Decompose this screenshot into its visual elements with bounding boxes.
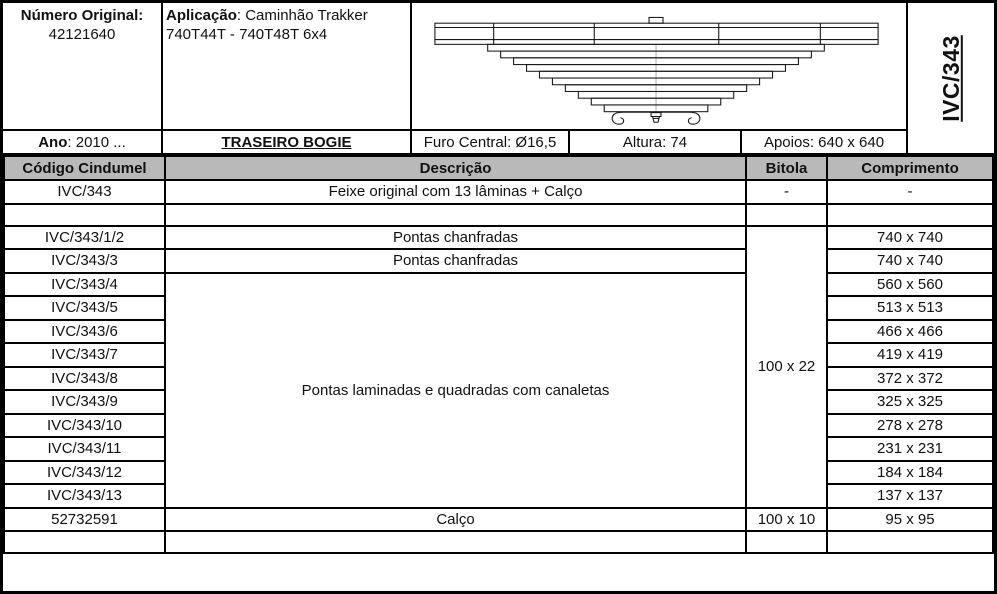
aplicacao-value: : Caminhão Trakker xyxy=(236,7,368,24)
code-cell xyxy=(4,531,165,553)
code-cell: IVC/343/6 xyxy=(4,320,165,344)
desc-cell xyxy=(165,531,746,553)
table-row xyxy=(4,508,993,532)
code-cell: IVC/343/11 xyxy=(4,437,165,461)
code-cell xyxy=(4,204,165,226)
comprimento-cell: 740 x 740 xyxy=(827,226,993,250)
furo-central-cell: Furo Central: Ø16,5 xyxy=(412,131,570,155)
comprimento-cell xyxy=(827,531,993,553)
comprimento-cell: 184 x 184 xyxy=(827,461,993,485)
aplicacao-label: Aplicação xyxy=(166,7,237,24)
code-cell: IVC/343/4 xyxy=(4,273,165,297)
desc-cell: Calço xyxy=(165,508,746,532)
code-cell: IVC/343/7 xyxy=(4,343,165,367)
top-header-section xyxy=(3,3,994,155)
desc-cell: Pontas chanfradas xyxy=(165,226,746,250)
bitola-cell: 100 x 10 xyxy=(746,508,827,532)
table-header-row xyxy=(4,156,993,180)
code-cell: IVC/343/1/2 xyxy=(4,226,165,250)
code-cell: IVC/343/9 xyxy=(4,390,165,414)
bitola-cell xyxy=(746,531,827,553)
col-header-bitola: Bitola xyxy=(746,156,827,180)
segment-label: TRASEIRO BOGIE xyxy=(221,133,352,151)
desc-cell xyxy=(165,204,746,226)
code-cell: IVC/343/8 xyxy=(4,367,165,391)
col-header-descricao: Descrição xyxy=(165,156,746,180)
numero-original-value: 42121640 xyxy=(48,25,116,43)
comprimento-cell: 560 x 560 xyxy=(827,273,993,297)
comprimento-cell: 513 x 513 xyxy=(827,296,993,320)
part-code-label: IVC/343 xyxy=(937,34,964,122)
drawing-cell xyxy=(412,3,908,131)
comprimento-cell: 740 x 740 xyxy=(827,249,993,273)
code-cell: IVC/343/5 xyxy=(4,296,165,320)
comprimento-cell: 325 x 325 xyxy=(827,390,993,414)
code-cell: 52732591 xyxy=(4,508,165,532)
apoios-cell: Apoios: 640 x 640 xyxy=(742,131,908,155)
code-cell: IVC/343/12 xyxy=(4,461,165,485)
table-row-empty xyxy=(4,204,993,226)
bitola-cell xyxy=(746,204,827,226)
ano-cell xyxy=(3,131,163,155)
table-row xyxy=(4,249,993,273)
comprimento-cell: 372 x 372 xyxy=(827,367,993,391)
ano-value: : 2010 ... xyxy=(67,133,126,151)
altura-cell: Altura: 74 xyxy=(570,131,742,155)
aplicacao-model-line: 740T44T - 740T48T 6x4 xyxy=(166,25,328,43)
table-row xyxy=(4,273,993,297)
comprimento-cell: 137 x 137 xyxy=(827,484,993,508)
desc-cell: Pontas chanfradas xyxy=(165,249,746,273)
comprimento-cell: 231 x 231 xyxy=(827,437,993,461)
parts-table xyxy=(3,155,994,554)
part-code-vertical-cell xyxy=(908,3,994,155)
bitola-cell: - xyxy=(746,180,827,204)
table-row xyxy=(4,226,993,250)
comprimento-cell: 95 x 95 xyxy=(827,508,993,532)
bitola-merged-cell: 100 x 22 xyxy=(746,226,827,508)
comprimento-cell: 466 x 466 xyxy=(827,320,993,344)
numero-original-label: Número Original: xyxy=(20,7,144,24)
col-header-comprimento: Comprimento xyxy=(827,156,993,180)
code-cell: IVC/343/3 xyxy=(4,249,165,273)
code-cell: IVC/343/10 xyxy=(4,414,165,438)
code-cell: IVC/343 xyxy=(4,180,165,204)
desc-merged-cell: Pontas laminadas e quadradas com canaletas xyxy=(165,273,746,508)
traseiro-bogie-cell xyxy=(163,131,412,155)
numero-original-cell xyxy=(3,3,163,131)
comprimento-cell: 278 x 278 xyxy=(827,414,993,438)
comprimento-cell xyxy=(827,204,993,226)
code-cell: IVC/343/13 xyxy=(4,484,165,508)
desc-cell: Feixe original com 13 lâminas + Calço xyxy=(165,180,746,204)
comprimento-cell: 419 x 419 xyxy=(827,343,993,367)
col-header-codigo: Código Cindumel xyxy=(4,156,165,180)
aplicacao-cell xyxy=(163,3,412,131)
comprimento-cell: - xyxy=(827,180,993,204)
table-row-empty xyxy=(4,531,993,553)
leaf-spring-diagram xyxy=(412,3,906,129)
ano-label: Ano xyxy=(38,133,68,151)
table-row xyxy=(4,180,993,204)
